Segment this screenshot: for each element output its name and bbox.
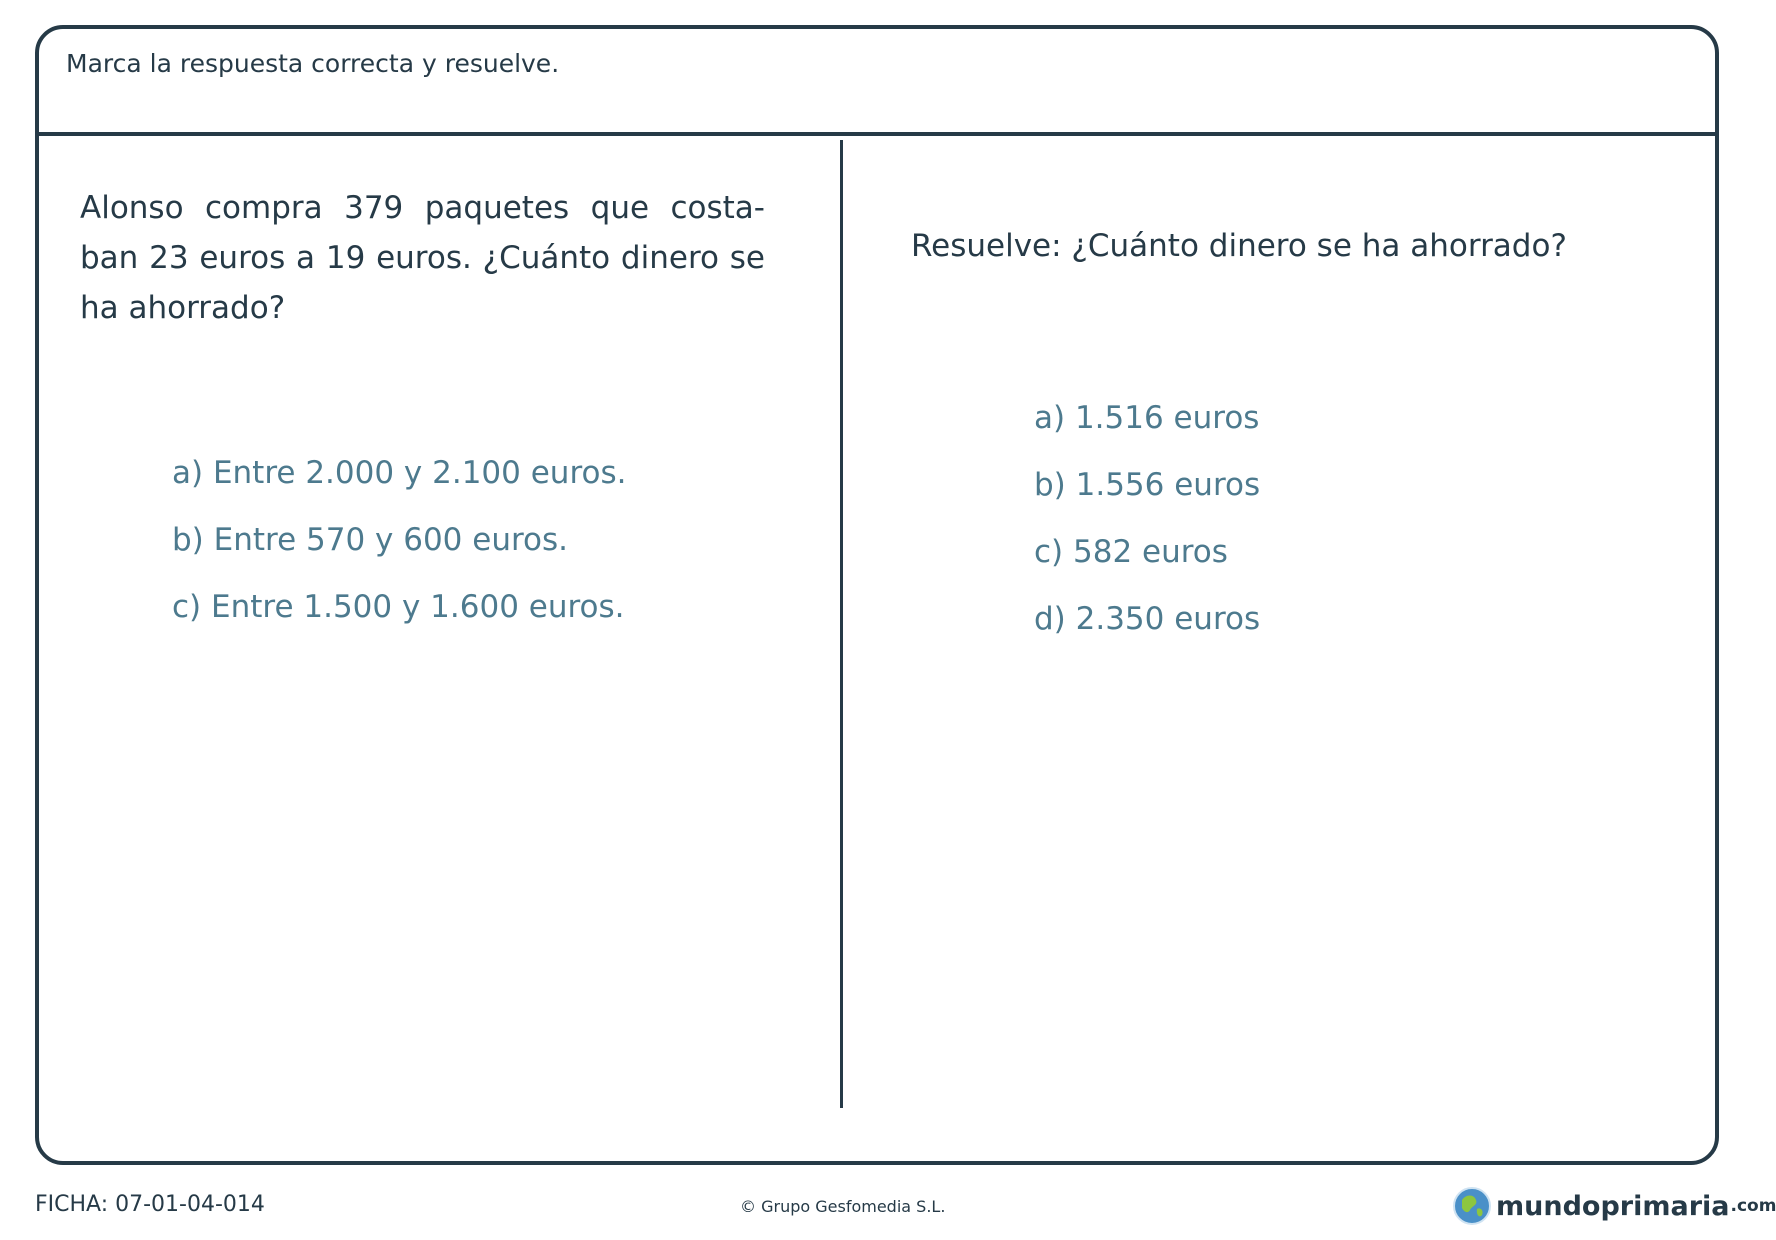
logo-wordmark: mundoprimaria — [1496, 1190, 1730, 1222]
right-option-c[interactable]: c) 582 euros — [1034, 534, 1228, 570]
left-options-list — [172, 440, 626, 641]
globe-icon — [1452, 1186, 1492, 1226]
problem-statement: Alonso compra 379 paquetes que costa-ban 23 euros a 19 euros. ¿Cuánto dinero se ha ahorrado? — [80, 190, 765, 326]
right-option-a[interactable]: a) 1.516 euros — [1034, 400, 1260, 436]
right-option-b[interactable]: b) 1.556 euros — [1034, 467, 1261, 503]
header-divider — [39, 132, 1715, 136]
left-option-c[interactable]: c) Entre 1.500 y 1.600 euros. — [172, 589, 625, 625]
column-divider — [840, 140, 843, 1108]
left-option-a[interactable]: a) Entre 2.000 y 2.100 euros. — [172, 455, 627, 491]
instruction-text: Marca la respuesta correcta y resuelve. — [66, 49, 560, 78]
copyright-text: © Grupo Gesfomedia S.L. — [740, 1197, 946, 1216]
mundoprimaria-logo[interactable] — [1452, 1186, 1776, 1226]
right-option-d[interactable]: d) 2.350 euros — [1034, 601, 1261, 637]
resolve-prompt: Resuelve: ¿Cuánto dinero se ha ahorrado? — [911, 228, 1567, 264]
right-options-list — [1034, 385, 1260, 653]
left-option-b[interactable]: b) Entre 570 y 600 euros. — [172, 522, 569, 558]
sheet-code: FICHA: 07-01-04-014 — [35, 1192, 265, 1217]
logo-domain: .com — [1730, 1196, 1776, 1216]
